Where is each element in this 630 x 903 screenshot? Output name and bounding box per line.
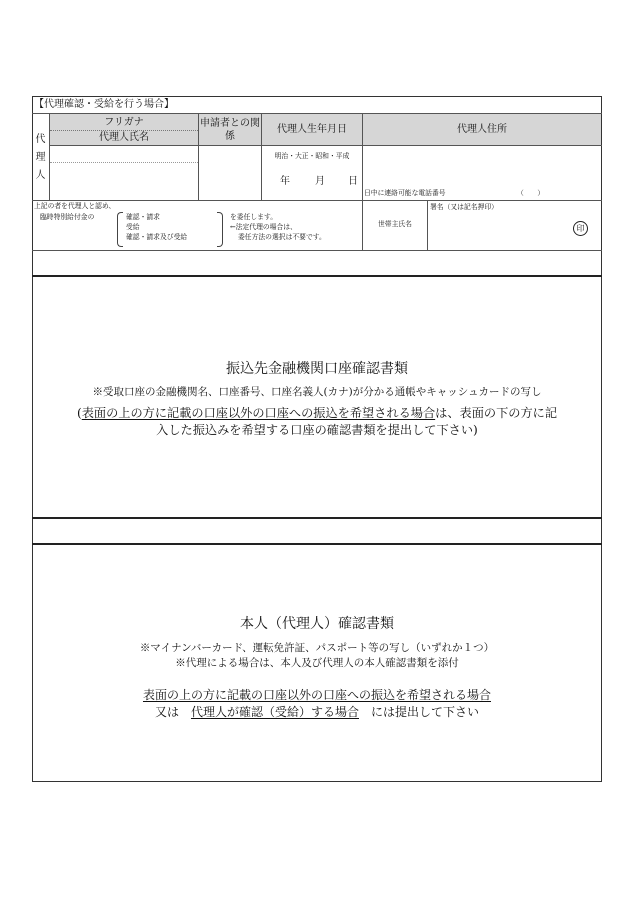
option-confirm-request[interactable]: 確認・請求 [126, 213, 160, 221]
option-bracket-right [217, 212, 223, 247]
month-label: 月 [315, 176, 325, 187]
furigana-label: フリガナ [104, 117, 144, 128]
id-doc-title: 本人（代理人）確認書類 [240, 616, 394, 632]
id-doc-cond2-suffix: には提出して下さい [371, 705, 480, 719]
delegation-right1: を委任します。 [230, 213, 278, 221]
id-doc-condition2 [32, 703, 602, 720]
agent-name-label: 代理人氏名 [99, 132, 149, 143]
section-divider [32, 543, 602, 545]
grid-line [427, 200, 428, 250]
day-label: 日 [348, 176, 358, 187]
bank-doc-condition-line2: 入した振込みを希望する口座の確認書類を提出して下さい) [156, 423, 478, 437]
id-doc-condition1-text: 表面の上の方に記載の口座以外の口座への振込を希望される場合 [142, 688, 491, 702]
address-input[interactable] [364, 147, 600, 185]
furigana-input[interactable] [51, 147, 197, 161]
bank-doc-condition-underlined: 表面の上の方に記載の口座以外の口座への振込を希望される場合 [81, 406, 436, 420]
section-title: 【代理確認・受給を行う場合】 [34, 99, 174, 110]
daytime-phone-label: 日中に連絡可能な電話番号 [364, 189, 446, 197]
grid-line [32, 200, 602, 201]
section-divider [32, 517, 602, 519]
era-options: 明治・大正・昭和・平成 [274, 152, 350, 160]
birth-label: 代理人生年月日 [277, 124, 347, 135]
householder-label: 世帯主氏名 [378, 220, 412, 228]
delegation-line2-prefix: 臨時特別給付金の [40, 213, 95, 221]
grid-line [32, 250, 602, 251]
id-doc-condition1 [32, 686, 602, 703]
relation-input[interactable] [199, 147, 260, 199]
seal-char: 印 [576, 224, 585, 233]
grid-line [49, 145, 602, 146]
bank-doc-condition-line1 [32, 404, 602, 421]
side-char: 人 [35, 170, 46, 181]
option-confirm-request-receive[interactable]: 確認・請求及び受給 [126, 233, 188, 241]
id-doc-note1: ※マイナンバーカード、運転免許証、パスポート等の写し（いずれか１つ） [139, 642, 495, 654]
address-label: 代理人住所 [457, 124, 507, 135]
relation-label: 申請者との関係 [200, 118, 260, 142]
bank-doc-condition-rest: は、表面の下の方に記 [435, 406, 558, 420]
bank-doc-title: 振込先金融機関口座確認書類 [226, 361, 408, 377]
phone-area-parens[interactable]: （ ） [517, 189, 545, 197]
id-doc-cond2-prefix: 又は [154, 705, 179, 719]
grid-line [50, 130, 198, 131]
option-bracket-left [117, 212, 123, 247]
agent-side-label [33, 134, 48, 182]
section-divider [32, 275, 602, 277]
side-char: 代 [35, 134, 46, 145]
id-doc-note2: ※代理による場合は、本人及び代理人の本人確認書類を添付 [175, 657, 459, 669]
year-label: 年 [280, 176, 290, 187]
id-doc-cond2-underlined: 代理人が確認（受給）する場合 [190, 705, 359, 719]
side-char: 理 [35, 152, 46, 163]
option-receive[interactable]: 受給 [126, 223, 140, 231]
delegation-right2: ←法定代理の場合は、 [230, 223, 297, 231]
bank-doc-note: ※受取口座の金融機関名、口座番号、口座名義人(カナ)が分かる通帳やキャッシュカードの写し [92, 386, 542, 398]
delegation-right3: 委任方法の選択は不要です。 [238, 233, 326, 241]
delegation-line1: 上記の者を代理人と認め、 [34, 202, 116, 210]
seal-mark [573, 221, 588, 236]
paren-open: ( [76, 406, 82, 420]
grid-line [50, 162, 198, 163]
signature-label: 署名（又は記名押印） [430, 203, 498, 211]
signature-input[interactable] [429, 214, 569, 248]
agent-name-input[interactable] [51, 164, 197, 199]
